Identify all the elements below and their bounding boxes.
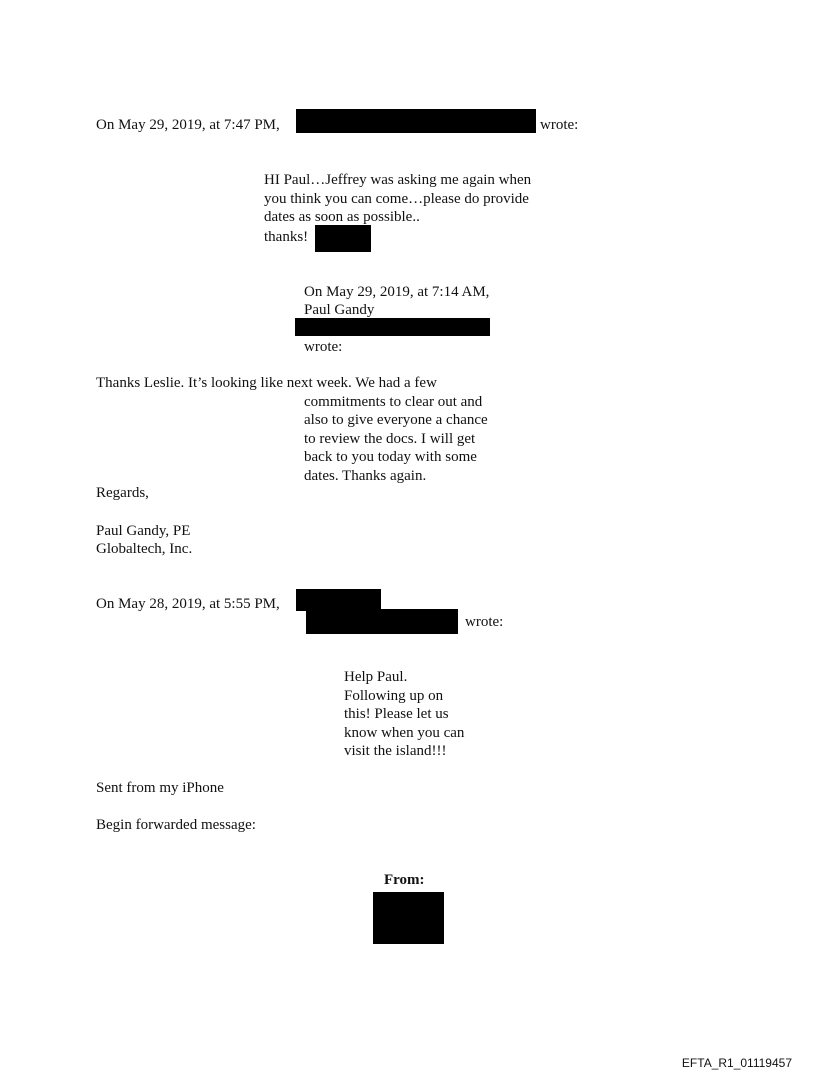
email-2-header-date: On May 29, 2019, at 7:14 AM, [304,284,490,300]
email-2-header-sender: Paul Gandy [304,302,375,318]
email-1-body-line: you think you can come…please do provide [264,190,529,207]
signature-name: Paul Gandy, PE [96,523,191,539]
email-3-header-date: On May 28, 2019, at 5:55 PM, [96,596,280,612]
redaction-box [306,609,458,634]
redaction-box [296,589,381,611]
email-3-body-line: Following up on [344,687,444,704]
email-2-body-line: Thanks Leslie. It’s looking like next week. We had a few [96,375,437,391]
email-3-body-line: visit the island!!! [344,743,447,759]
email-2-body-line: also to give everyone a chance [304,412,488,428]
signature-company: Globaltech, Inc. [96,541,193,557]
email-2-wrote-label: wrote: [304,339,343,355]
forwarded-message-line: Begin forwarded message: [96,817,256,833]
sent-from-line: Sent from my iPhone [96,780,224,796]
email-2-body-line: back to you today with some [304,449,477,465]
email-2-body-line: commitments to clear out and [304,393,483,410]
document-id: EFTA_R1_01119457 [681,1056,792,1070]
email-3-body-line: Help Paul. [344,669,408,685]
redaction-box [315,225,371,252]
email-1-header [96,116,280,135]
email-2-body-line: to review the docs. I will get [304,430,476,447]
email-1-body-line: HI Paul…Jeffrey was asking me again when [264,172,532,188]
redaction-box [373,892,444,944]
email-3-body-line: know when you can [344,724,465,741]
redaction-box [296,109,536,133]
forward-from-label: From: [384,872,425,888]
redaction-box [295,318,490,336]
email-2-closing: Regards, [96,485,149,501]
email-1-header-date: On May 29, 2019, at 7:47 PM, [96,117,280,133]
email-1-body-line: dates as soon as possible.. [264,209,420,225]
email-3-wrote-label: wrote: [465,614,504,630]
email-3-body-line: this! Please let us [344,706,449,722]
email-1-body-line: thanks! [264,229,309,245]
email-1-wrote-label: wrote: [540,117,579,133]
email-2-body-line: dates. Thanks again. [304,467,427,484]
